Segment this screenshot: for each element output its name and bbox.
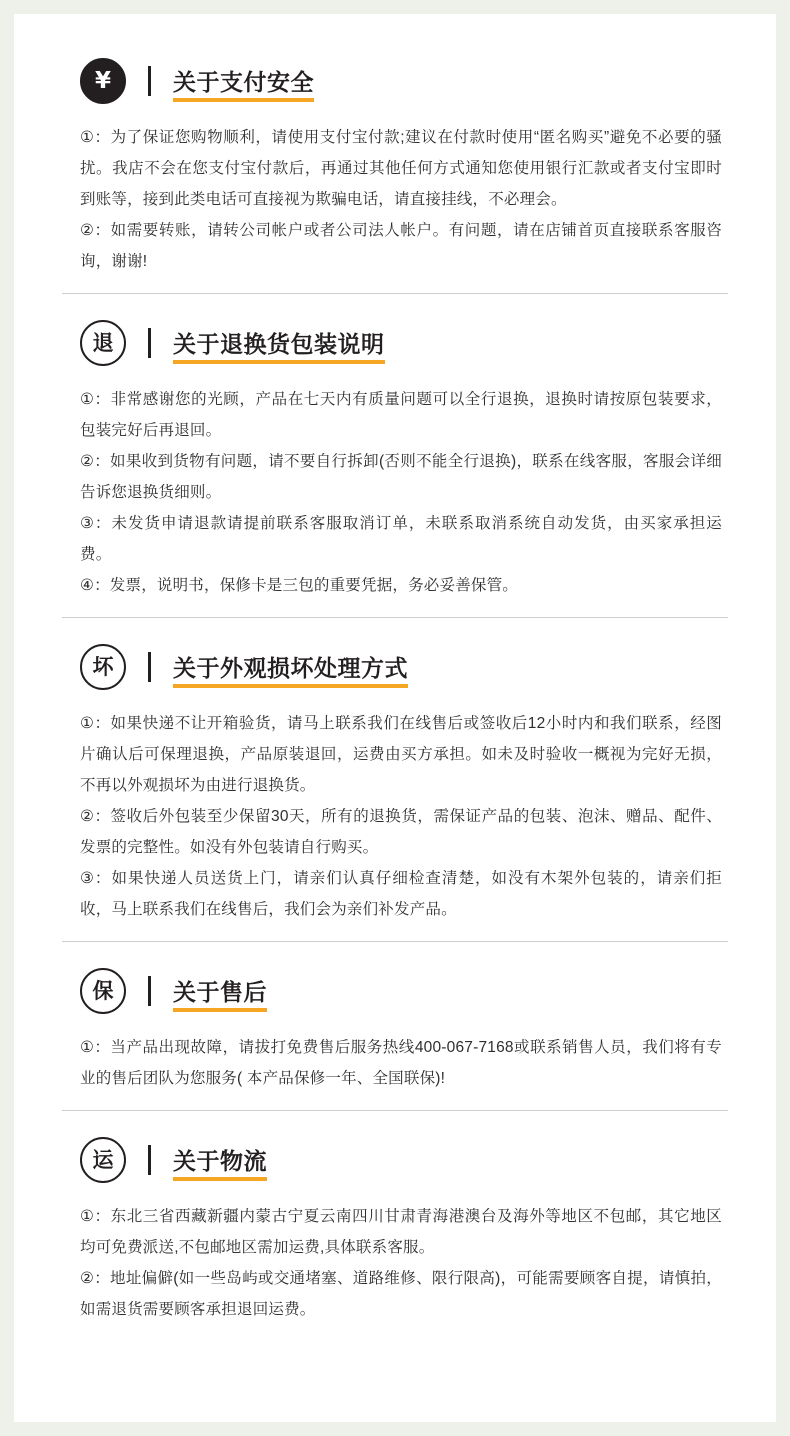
section-logistics (62, 1110, 728, 1341)
paragraph: ③：未发货申请退款请提前联系客服取消订单，未联系取消系统自动发货，由买家承担运费。 (80, 515, 722, 563)
paragraph: ②：如果收到货物有问题，请不要自行拆卸(否则不能全行退换)，联系在线客服，客服会详细告诉您退换货细则。 (80, 453, 722, 501)
section-return-packaging (62, 293, 728, 617)
header-divider (148, 1145, 151, 1175)
paragraph: ①：当产品出现故障，请拔打免费售后服务热线400-067-7168或联系销售人员，我们将有专业的售后团队为您服务( 本产品保修一年、全国联保)! (80, 1039, 722, 1087)
section-payment-security (62, 32, 728, 293)
section-title: 关于物流 (173, 1143, 267, 1178)
section-text (80, 122, 722, 277)
bottom-spacer (62, 1341, 728, 1377)
section-after-sales (62, 941, 728, 1110)
section-damage-handling (62, 617, 728, 941)
paragraph: ②：如需要转账，请转公司帐户或者公司法人帐户。有问题，请在店铺首页直接联系客服咨询，谢谢! (80, 222, 722, 270)
paragraph: ①：为了保证您购物顺利，请使用支付宝付款;建议在付款时使用“匿名购买”避免不必要的骚扰。我店不会在您支付宝付款后，再通过其他任何方式通知您使用银行汇款或者支付宝即时到账等，接到此类电话可直接视为欺骗电话，请直接挂线，不必理会。 (80, 129, 722, 208)
paragraph: ④：发票，说明书，保修卡是三包的重要凭据，务必妥善保管。 (80, 577, 518, 594)
header-divider (148, 652, 151, 682)
badge-label: 运 (92, 1148, 114, 1172)
section-title: 关于售后 (173, 974, 267, 1009)
paragraph: ②：签收后外包装至少保留30天，所有的退换货，需保证产品的包装、泡沫、赠品、配件、发票的完整性。如没有外包装请自行购买。 (80, 808, 722, 856)
paragraph: ③：如果快递人员送货上门，请亲们认真仔细检查清楚，如没有木架外包装的，请亲们拒收，马上联系我们在线售后，我们会为亲们补发产品。 (80, 870, 722, 918)
section-title: 关于外观损坏处理方式 (173, 650, 408, 685)
paragraph: ②：地址偏僻(如一些岛屿或交通堵塞、道路维修、限行限高)，可能需要顾客自提，请慎拍，如需退货需要顾客承担退回运费。 (80, 1270, 722, 1318)
yen-symbol: ¥ (94, 67, 111, 94)
damage-badge-icon (80, 644, 126, 690)
badge-label: 退 (92, 331, 114, 355)
section-header (80, 1137, 728, 1183)
shipping-badge-icon (80, 1137, 126, 1183)
section-header (80, 58, 728, 104)
section-text (80, 1201, 722, 1325)
warranty-badge-icon (80, 968, 126, 1014)
section-text (80, 1032, 722, 1094)
section-text (80, 708, 722, 925)
header-divider (148, 976, 151, 1006)
section-title: 关于退换货包装说明 (173, 326, 385, 361)
header-divider (148, 328, 151, 358)
section-header (80, 320, 728, 366)
return-badge-icon (80, 320, 126, 366)
header-divider (148, 66, 151, 96)
section-title: 关于支付安全 (173, 64, 314, 99)
paragraph: ①：如果快递不让开箱验货，请马上联系我们在线售后或签收后12小时内和我们联系，经图片确认后可保理退换，产品原装退回，运费由买方承担。如未及时验收一概视为完好无损，不再以外观损坏为由进行退换货。 (80, 715, 722, 794)
section-header (80, 644, 728, 690)
paragraph: ①：东北三省西藏新疆内蒙古宁夏云南四川甘肃青海港澳台及海外等地区不包邮，其它地区均可免费派送,不包邮地区需加运费,具体联系客服。 (80, 1208, 722, 1256)
badge-label: 保 (92, 979, 114, 1003)
badge-label: 坏 (92, 655, 114, 679)
paragraph: ①：非常感谢您的光顾，产品在七天内有质量问题可以全行退换，退换时请按原包装要求，包装完好后再退回。 (80, 391, 722, 439)
yen-badge-icon (80, 58, 126, 104)
document-body (14, 14, 776, 1405)
section-text (80, 384, 722, 601)
section-header (80, 968, 728, 1014)
